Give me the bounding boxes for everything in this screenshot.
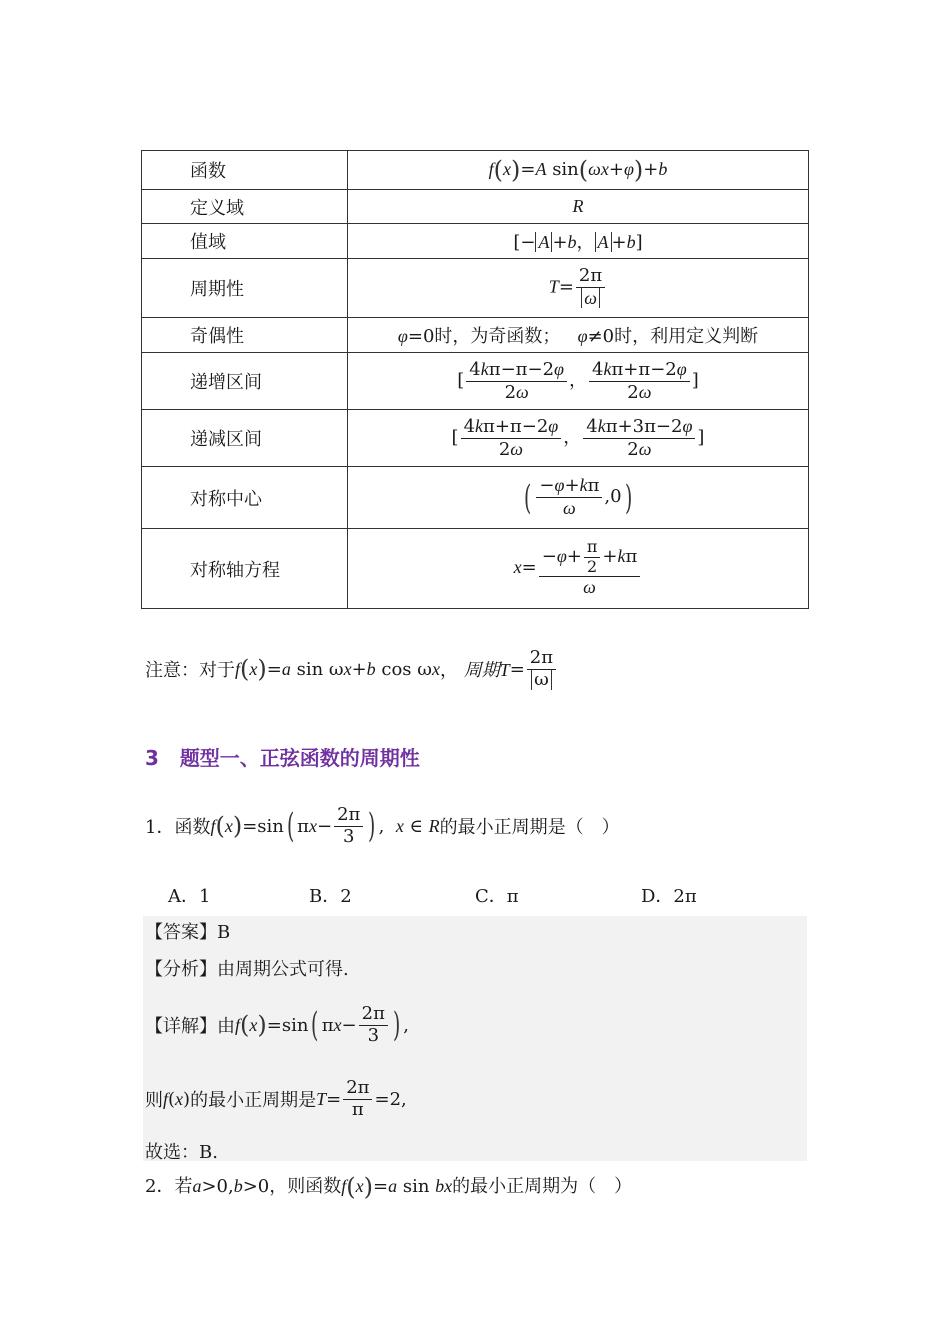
row-value-center: ( $\frac{-\varphi+k\pi}{\omega}$ ,0) [348, 467, 809, 529]
row-label: 奇偶性 [142, 318, 348, 353]
table-row [142, 353, 809, 410]
row-label: 周期性 [142, 259, 348, 318]
row-label: 定义域 [142, 190, 348, 224]
option-a[interactable]: A．1 [168, 886, 211, 907]
row-value-range: [− A +b， A +b] [348, 224, 809, 259]
row-value-function: f(x)=A sin(ωx+φ)+b [348, 151, 809, 190]
row-label: 递增区间 [142, 353, 348, 410]
choice-line: 故选：B. [145, 1142, 218, 1163]
question-2: 2．若a>0,b>0，则函数f(x)=a sin bx的最小正周期为（ ） [145, 1173, 633, 1201]
row-value-decreasing: [ $\frac{4k\pi+\pi-2\varphi}{2\omega}$ ， $\frac{4k\pi+3\pi-2\varphi}{2\omega}$ ] [348, 410, 809, 467]
analysis-line: 【分析】由周期公式可得. [145, 959, 349, 980]
row-label: 递减区间 [142, 410, 348, 467]
table-row [142, 224, 809, 259]
period-line: 则 f ( x ) 的最小正周期是 T = $\frac{2\pi}{\pi}$ =2, [145, 1077, 407, 1120]
note: 注意：对于 f ( x ) = a sin ω x + b cos ω x ， 周期T = $\frac{2\pi}{\omega}$ [145, 648, 558, 690]
table-row [142, 151, 809, 190]
section-heading: 3 题型一、正弦函数的周期性 [145, 746, 420, 770]
answer-line: 【答案】B [145, 922, 231, 943]
table-row [142, 190, 809, 224]
row-label: 对称轴方程 [142, 529, 348, 609]
detail-line: 【详解】由 f ( x ) =sin ( π x − $\frac{2\pi}{3}$ ) , [145, 1003, 409, 1046]
row-label: 值域 [142, 224, 348, 259]
table-row [142, 529, 809, 609]
question-1: 1．函数 f ( x ) =sin ( π x − $\frac{2\pi}{3}$ ) , x ∈ R 的最小正周期是（ ） [145, 804, 620, 847]
row-label: 函数 [142, 151, 348, 190]
row-label: 对称中心 [142, 467, 348, 529]
table-row [142, 259, 809, 318]
row-value-period: T= $\frac{2\pi}{\omega}$ [348, 259, 809, 318]
row-value-parity: φ=0时，为奇函数； φ≠0时，利用定义判断 [348, 318, 809, 353]
table-row [142, 318, 809, 353]
option-d[interactable]: D．2π [641, 886, 697, 907]
properties-table [141, 150, 809, 609]
option-c[interactable]: C．π [475, 886, 519, 907]
row-value-increasing: [ $\frac{4k\pi-\pi-2\varphi}{2\omega}$ ， $\frac{4k\pi+\pi-2\varphi}{2\omega}$ ] [348, 353, 809, 410]
table-row [142, 467, 809, 529]
option-b[interactable]: B．2 [309, 886, 352, 907]
row-value-axis: x= −φ+ $\frac{\pi}{2}$ +kπ ω [348, 529, 809, 609]
row-value-domain: R [348, 190, 809, 224]
table-row [142, 410, 809, 467]
